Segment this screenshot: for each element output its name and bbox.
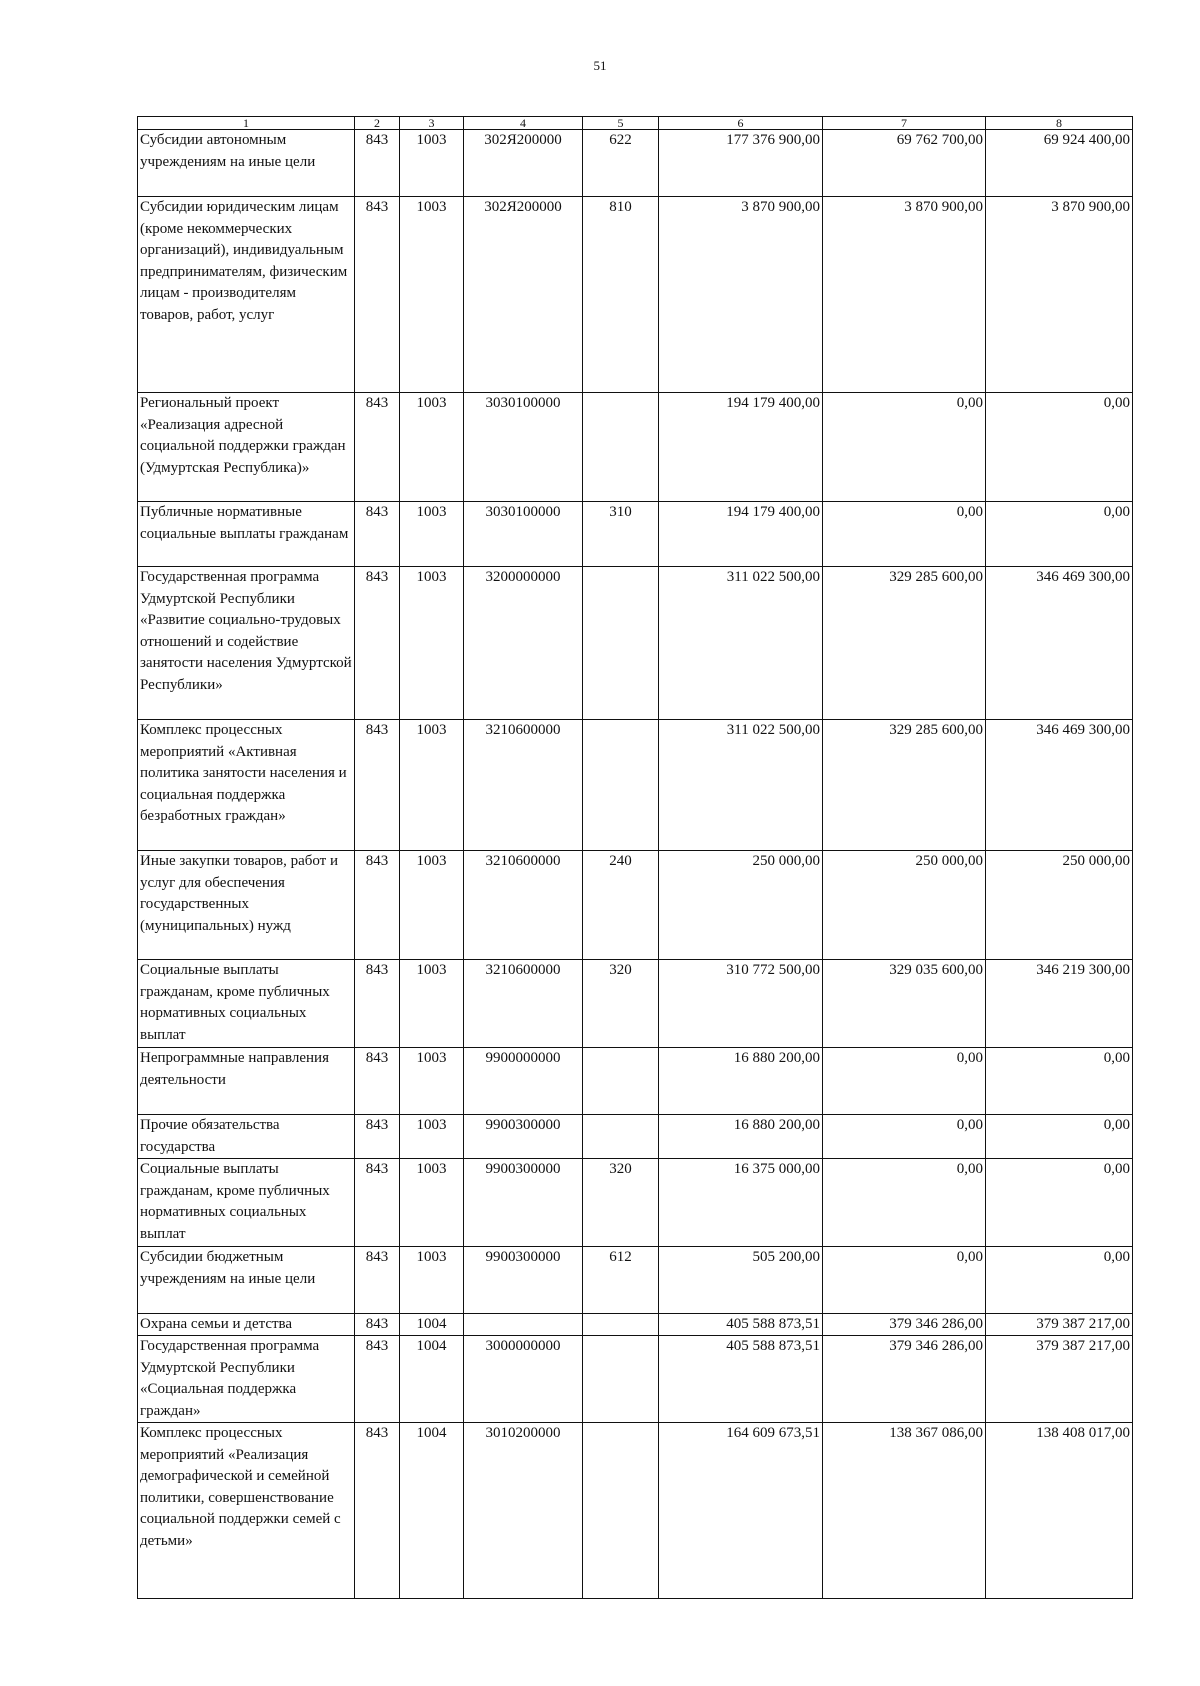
row-expense-type <box>583 567 659 720</box>
row-amount-year-3: 69 924 400,00 <box>986 130 1133 197</box>
row-expense-type: 310 <box>583 502 659 567</box>
row-amount-year-2: 3 870 900,00 <box>823 197 986 393</box>
row-amount-year-2: 69 762 700,00 <box>823 130 986 197</box>
row-amount-year-2: 329 285 600,00 <box>823 567 986 720</box>
row-name: Государственная программа Удмуртской Республики «Социальная поддержка граждан» <box>138 1336 355 1423</box>
row-expense-type: 240 <box>583 851 659 960</box>
row-ministry-code: 843 <box>355 1048 400 1115</box>
row-amount-year-1: 311 022 500,00 <box>659 720 823 851</box>
row-section-code: 1003 <box>400 851 464 960</box>
table-row <box>138 1247 1133 1314</box>
table-row <box>138 393 1133 502</box>
row-amount-year-2: 250 000,00 <box>823 851 986 960</box>
row-name: Социальные выплаты гражданам, кроме публичных нормативных социальных выплат <box>138 960 355 1048</box>
header-col-6: 6 <box>659 117 823 130</box>
row-expense-type <box>583 393 659 502</box>
row-section-code: 1003 <box>400 502 464 567</box>
row-ministry-code: 843 <box>355 1247 400 1314</box>
row-target-code: 3000000000 <box>464 1336 583 1423</box>
row-target-code: 9900300000 <box>464 1159 583 1247</box>
row-amount-year-3: 0,00 <box>986 1115 1133 1159</box>
row-amount-year-1: 250 000,00 <box>659 851 823 960</box>
row-amount-year-3: 250 000,00 <box>986 851 1133 960</box>
row-name: Непрограммные направления деятельности <box>138 1048 355 1115</box>
row-ministry-code: 843 <box>355 130 400 197</box>
row-ministry-code: 843 <box>355 393 400 502</box>
row-name: Субсидии юридическим лицам (кроме некоммерческих организаций), индивидуальным предпринимателям, физическим лицам - производителям товаров, работ, услуг <box>138 197 355 393</box>
row-section-code: 1003 <box>400 567 464 720</box>
row-target-code: 3210600000 <box>464 720 583 851</box>
row-name: Субсидии бюджетным учреждениям на иные цели <box>138 1247 355 1314</box>
row-amount-year-3: 3 870 900,00 <box>986 197 1133 393</box>
row-section-code: 1003 <box>400 130 464 197</box>
header-col-5: 5 <box>583 117 659 130</box>
row-expense-type <box>583 720 659 851</box>
row-amount-year-1: 194 179 400,00 <box>659 393 823 502</box>
table-row <box>138 1115 1133 1159</box>
row-amount-year-1: 405 588 873,51 <box>659 1314 823 1336</box>
row-section-code: 1003 <box>400 720 464 851</box>
row-amount-year-1: 3 870 900,00 <box>659 197 823 393</box>
table-row <box>138 1423 1133 1599</box>
table-row <box>138 851 1133 960</box>
page-number: 51 <box>593 58 607 73</box>
row-amount-year-1: 405 588 873,51 <box>659 1336 823 1423</box>
row-section-code: 1003 <box>400 1247 464 1314</box>
row-amount-year-1: 311 022 500,00 <box>659 567 823 720</box>
row-section-code: 1004 <box>400 1423 464 1599</box>
row-amount-year-2: 379 346 286,00 <box>823 1336 986 1423</box>
row-amount-year-3: 346 469 300,00 <box>986 567 1133 720</box>
row-target-code: 302Я200000 <box>464 197 583 393</box>
row-amount-year-2: 0,00 <box>823 1159 986 1247</box>
row-amount-year-3: 0,00 <box>986 1048 1133 1115</box>
row-expense-type: 810 <box>583 197 659 393</box>
row-amount-year-3: 0,00 <box>986 393 1133 502</box>
row-target-code: 3210600000 <box>464 851 583 960</box>
row-amount-year-2: 0,00 <box>823 1247 986 1314</box>
row-amount-year-1: 16 880 200,00 <box>659 1115 823 1159</box>
row-name: Комплекс процессных мероприятий «Активная политика занятости населения и социальная поддержка безработных граждан» <box>138 720 355 851</box>
row-amount-year-2: 0,00 <box>823 1115 986 1159</box>
row-section-code: 1004 <box>400 1314 464 1336</box>
row-ministry-code: 843 <box>355 502 400 567</box>
row-ministry-code: 843 <box>355 1115 400 1159</box>
row-section-code: 1003 <box>400 197 464 393</box>
row-amount-year-1: 164 609 673,51 <box>659 1423 823 1599</box>
row-amount-year-2: 329 285 600,00 <box>823 720 986 851</box>
row-target-code: 3200000000 <box>464 567 583 720</box>
row-section-code: 1003 <box>400 1115 464 1159</box>
row-amount-year-1: 16 880 200,00 <box>659 1048 823 1115</box>
row-ministry-code: 843 <box>355 1159 400 1247</box>
row-section-code: 1003 <box>400 393 464 502</box>
row-amount-year-3: 346 469 300,00 <box>986 720 1133 851</box>
header-col-8: 8 <box>986 117 1133 130</box>
row-name: Охрана семьи и детства <box>138 1314 355 1336</box>
row-ministry-code: 843 <box>355 960 400 1048</box>
row-ministry-code: 843 <box>355 720 400 851</box>
row-target-code <box>464 1314 583 1336</box>
table-row <box>138 130 1133 197</box>
row-amount-year-1: 194 179 400,00 <box>659 502 823 567</box>
row-ministry-code: 843 <box>355 567 400 720</box>
row-name: Субсидии автономным учреждениям на иные цели <box>138 130 355 197</box>
row-amount-year-3: 0,00 <box>986 1247 1133 1314</box>
row-amount-year-2: 0,00 <box>823 1048 986 1115</box>
row-target-code: 302Я200000 <box>464 130 583 197</box>
table-row <box>138 197 1133 393</box>
row-amount-year-3: 0,00 <box>986 502 1133 567</box>
table-row <box>138 960 1133 1048</box>
table-row <box>138 720 1133 851</box>
header-col-7: 7 <box>823 117 986 130</box>
header-col-3: 3 <box>400 117 464 130</box>
row-section-code: 1003 <box>400 1159 464 1247</box>
row-ministry-code: 843 <box>355 1423 400 1599</box>
table-row <box>138 1336 1133 1423</box>
row-expense-type <box>583 1336 659 1423</box>
row-expense-type: 320 <box>583 960 659 1048</box>
row-expense-type <box>583 1423 659 1599</box>
row-section-code: 1003 <box>400 1048 464 1115</box>
row-target-code: 9900300000 <box>464 1115 583 1159</box>
row-amount-year-1: 310 772 500,00 <box>659 960 823 1048</box>
budget-table <box>137 116 1133 1599</box>
table-row <box>138 1048 1133 1115</box>
row-amount-year-3: 379 387 217,00 <box>986 1314 1133 1336</box>
row-name: Региональный проект «Реализация адресной социальной поддержки граждан (Удмуртская Республика)» <box>138 393 355 502</box>
row-name: Публичные нормативные социальные выплаты гражданам <box>138 502 355 567</box>
row-amount-year-3: 379 387 217,00 <box>986 1336 1133 1423</box>
row-amount-year-3: 346 219 300,00 <box>986 960 1133 1048</box>
header-col-4: 4 <box>464 117 583 130</box>
row-amount-year-3: 0,00 <box>986 1159 1133 1247</box>
row-target-code: 9900300000 <box>464 1247 583 1314</box>
row-amount-year-2: 138 367 086,00 <box>823 1423 986 1599</box>
table-row <box>138 502 1133 567</box>
row-expense-type: 320 <box>583 1159 659 1247</box>
row-expense-type: 612 <box>583 1247 659 1314</box>
row-target-code: 3010200000 <box>464 1423 583 1599</box>
table-row <box>138 1314 1133 1336</box>
row-section-code: 1004 <box>400 1336 464 1423</box>
row-target-code: 3210600000 <box>464 960 583 1048</box>
row-name: Комплекс процессных мероприятий «Реализация демографической и семейной политики, совершенствование социальной поддержки семей с детьми» <box>138 1423 355 1599</box>
row-ministry-code: 843 <box>355 1336 400 1423</box>
row-name: Прочие обязательства государства <box>138 1115 355 1159</box>
table-row <box>138 1159 1133 1247</box>
header-row <box>138 117 1133 130</box>
table-row <box>138 567 1133 720</box>
row-amount-year-1: 177 376 900,00 <box>659 130 823 197</box>
row-target-code: 3030100000 <box>464 393 583 502</box>
row-amount-year-3: 138 408 017,00 <box>986 1423 1133 1599</box>
row-section-code: 1003 <box>400 960 464 1048</box>
header-col-1: 1 <box>138 117 355 130</box>
row-expense-type <box>583 1314 659 1336</box>
row-amount-year-1: 16 375 000,00 <box>659 1159 823 1247</box>
row-amount-year-2: 0,00 <box>823 393 986 502</box>
row-expense-type: 622 <box>583 130 659 197</box>
row-expense-type <box>583 1048 659 1115</box>
header-col-2: 2 <box>355 117 400 130</box>
row-ministry-code: 843 <box>355 851 400 960</box>
row-amount-year-2: 329 035 600,00 <box>823 960 986 1048</box>
row-name: Социальные выплаты гражданам, кроме публичных нормативных социальных выплат <box>138 1159 355 1247</box>
row-name: Государственная программа Удмуртской Республики «Развитие социально-трудовых отношений и содействие занятости населения Удмуртской Республики» <box>138 567 355 720</box>
row-expense-type <box>583 1115 659 1159</box>
row-ministry-code: 843 <box>355 197 400 393</box>
row-ministry-code: 843 <box>355 1314 400 1336</box>
row-target-code: 3030100000 <box>464 502 583 567</box>
row-amount-year-1: 505 200,00 <box>659 1247 823 1314</box>
row-amount-year-2: 0,00 <box>823 502 986 567</box>
row-target-code: 9900000000 <box>464 1048 583 1115</box>
row-name: Иные закупки товаров, работ и услуг для обеспечения государственных (муниципальных) нужд <box>138 851 355 960</box>
row-amount-year-2: 379 346 286,00 <box>823 1314 986 1336</box>
